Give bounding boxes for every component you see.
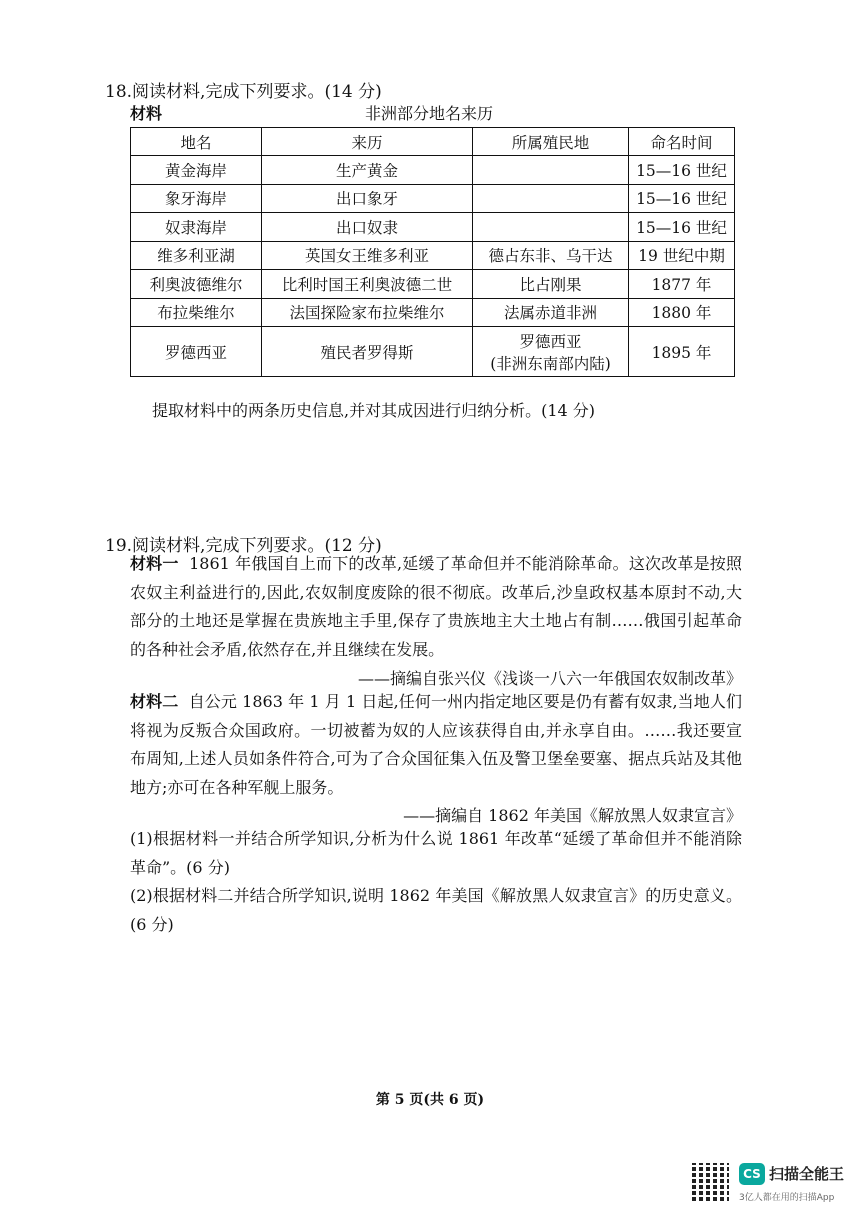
material-two-label: 材料二 (130, 692, 179, 711)
cell-place: 奴隶海岸 (131, 213, 262, 242)
cell-colony: 法属赤道非洲 (473, 298, 629, 327)
header-place: 地名 (131, 128, 262, 156)
cell-origin: 生产黄金 (262, 156, 473, 185)
q18-task: 提取材料中的两条历史信息,并对其成因进行归纳分析。(14 分) (152, 401, 596, 420)
material-one-source: ——摘编自张兴仪《浅谈一八六一年俄国农奴制改革》 (357, 669, 742, 688)
cell-place: 利奥波德维尔 (131, 270, 262, 299)
cell-origin: 法国探险家布拉柴维尔 (262, 298, 473, 327)
cell-naming-time: 19 世纪中期 (629, 241, 735, 270)
cell-colony: 罗德西亚 (非洲东南部内陆) (473, 327, 629, 377)
place-names-table (130, 127, 735, 377)
camscanner-tagline: 3亿人都在用的扫描App (739, 1193, 835, 1203)
header-naming-time: 命名时间 (629, 128, 735, 156)
table-row (131, 184, 735, 213)
material-one (130, 550, 742, 664)
table-row (131, 156, 735, 185)
cell-origin: 殖民者罗得斯 (262, 327, 473, 377)
page-footer: 第 5 页(共 6 页) (375, 1092, 485, 1108)
q18-material-label: 材料 (130, 104, 163, 123)
cell-naming-time: 1880 年 (629, 298, 735, 327)
subquestion-2: (2)根据材料二并结合所学知识,说明 1862 年美国《解放黑人奴隶宣言》的历史意义。(6 分) (130, 886, 742, 934)
table-row (131, 298, 735, 327)
q19-title: 19.阅读材料,完成下列要求。(12 分) (105, 536, 382, 556)
table-body (131, 156, 735, 377)
cell-place: 维多利亚湖 (131, 241, 262, 270)
cell-naming-time: 1895 年 (629, 327, 735, 377)
cell-naming-time: 1877 年 (629, 270, 735, 299)
cell-origin: 出口象牙 (262, 184, 473, 213)
qr-code (689, 1163, 729, 1203)
cell-naming-time: 15—16 世纪 (629, 184, 735, 213)
cell-colony (473, 213, 629, 242)
cell-place: 布拉柴维尔 (131, 298, 262, 327)
table-row (131, 270, 735, 299)
camscanner-name: 扫描全能王 (769, 1165, 845, 1183)
cell-origin: 出口奴隶 (262, 213, 473, 242)
cell-place: 黄金海岸 (131, 156, 262, 185)
material-one-text: 1861 年俄国自上而下的改革,延缓了革命但并不能消除革命。这次改革是按照农奴主利益进行的,因此,农奴制度废除的很不彻底。改革后,沙皇政权基本原封不动,大部分的土地还是掌握在贵族地主手里,保存了贵族地主大土地占有制……俄国引起革命的各种社会矛盾,依然存在,并且继续在发展。 (130, 554, 742, 659)
cell-colony (473, 156, 629, 185)
q18-title: 18.阅读材料,完成下列要求。(14 分) (105, 82, 382, 102)
cell-colony: 德占东非、乌干达 (473, 241, 629, 270)
cell-naming-time: 15—16 世纪 (629, 213, 735, 242)
table-row (131, 327, 735, 377)
table-row (131, 213, 735, 242)
table-caption: 非洲部分地名来历 (365, 104, 494, 123)
table-header-row (131, 128, 735, 156)
cell-place: 罗德西亚 (131, 327, 262, 377)
cell-place: 象牙海岸 (131, 184, 262, 213)
table-row (131, 241, 735, 270)
subquestion-1: (1)根据材料一并结合所学知识,分析为什么说 1861 年改革“延缓了革命但并不能消除革命”。(6 分) (130, 829, 742, 877)
header-colony: 所属殖民地 (473, 128, 629, 156)
cell-origin: 英国女王维多利亚 (262, 241, 473, 270)
material-two-text: 自公元 1863 年 1 月 1 日起,任何一州内指定地区要是仍有蓄有奴隶,当地人们将视为反叛合众国政府。一切被蓄为奴的人应该获得自由,并永享自由。……我还要宣布周知,上述人员如条件符合,可为了合众国征集入伍及警卫堡垒要塞、据点兵站及其他地方;亦可在各种军舰上服务。 (130, 692, 742, 797)
cell-origin: 比利时国王利奥波德二世 (262, 270, 473, 299)
material-two (130, 688, 742, 802)
cell-colony: 比占刚果 (473, 270, 629, 299)
material-one-label: 材料一 (130, 554, 179, 573)
header-origin: 来历 (262, 128, 473, 156)
cell-colony (473, 184, 629, 213)
material-two-source: ——摘编自 1862 年美国《解放黑人奴隶宣言》 (403, 806, 742, 825)
camscanner-logo: CS (739, 1163, 765, 1185)
cell-naming-time: 15—16 世纪 (629, 156, 735, 185)
